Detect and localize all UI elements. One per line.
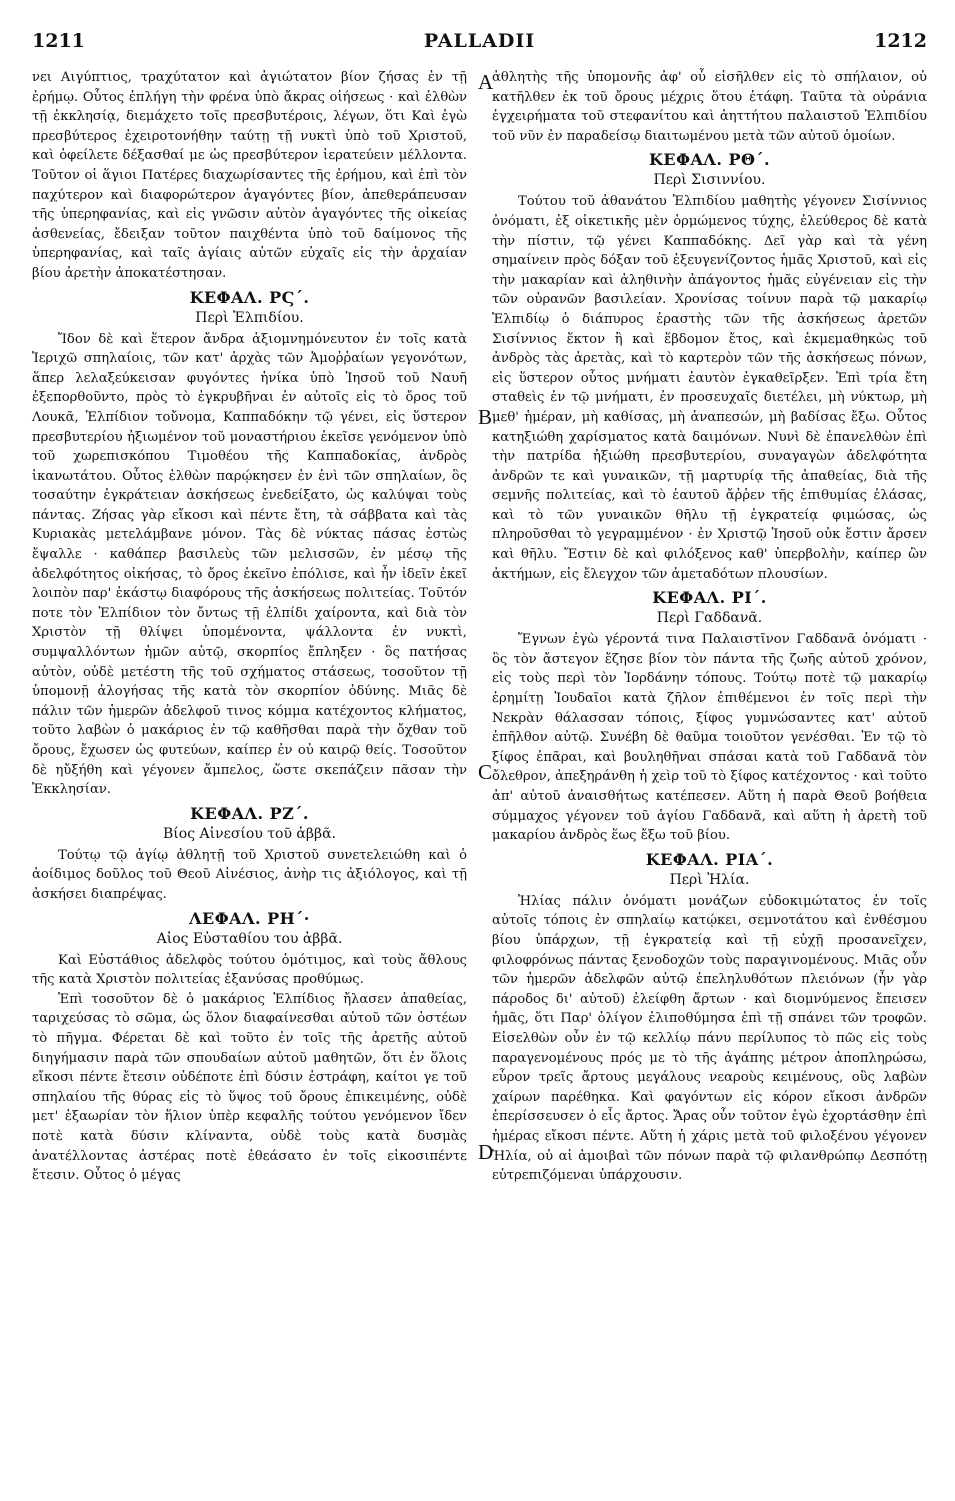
chapter-heading: ΚΕΦΑΛ. ΡΙ΄. [652,588,767,608]
chapter-heading: ΚΕΦΑΛ. ΡΘ΄. [648,150,771,170]
chapter-subtitle: Περὶ Σισιννίου. [653,172,766,189]
page-header [32,26,927,56]
paragraph: Ἴδον δὲ καὶ ἕτερον ἄνδρα ἀξιομνημόνευτον ἐν τοῖς κατὰ Ἱεριχῶ σπηλαίοις, τῶν κατ' ἀρχὰς τῶν Ἀμοῤῥαίων γεγονότων, ἅπερ λελαξεύκεισαν φυγόντες ἡνίκα ὑπὸ Ἰησοῦ τοῦ Ναυῆ ἐξεπορθοῦντο, πρὸς τὸ ἐγκρυβῆναι ἐν αὐτοῖς εἰς τὸ ὄρος τοῦ Λουκᾶ, Ἐλπίδιον τοὔνομα, Καππαδόκην τῷ γένει, εἰς ὕστερον πρεσβυτερίου ἠξιωμένον τοῦ μοναστήριου ἐκεῖσε γενόμενον ὑπὸ τοῦ χωρεπισκόπου Τιμοθέου τῆς Καππαδοκίας, ἀνδρὸς ἱκανωτάτου. Οὗτος ἐλθὼν παρῴκησεν ἐν ἑνὶ τῶν σπηλαίων, ὃς τοσαύτην ἐγκράτειαν ἀσκήσεως ἐνεδείξατο, ὡς καλύψαι τοὺς πάντας. Ζήσας γὰρ εἴκοσι καὶ πέντε ἔτη, τὰ σάββατα καὶ τὰς Κυριακὰς μετελάμβανε μόνον. Τὰς δὲ νύκτας πάσας ἑστὼς ἔψαλλε · καθάπερ βασιλεὺς τῶν μελισσῶν, ἐν μέσῳ τῆς ἀδελφότητος οἰκήσας, τὸ ὄρος ἐκεῖνο ἐπόλισε, καὶ ἦν ἰδεῖν ἐκεῖ λοιπὸν παρ' ἑκάστῳ διαφόρους τῆς ἀσκήσεως πολιτείας. Τοῦτόν ποτε τὸν Ἐλπίδιον τὸν ὄντως τῇ ἐλπίδι χαίροντα, καὶ διὰ τὸν Χριστὸν τῇ θλίψει ὑπομένοντα, ψάλλοντα ἐν νυκτὶ, συμψαλλόντων ἡμῶν αὐτῷ, σκορπίος ἔπληξεν · ὃς πατήσας αὐτὸν, οὐδὲ μετέστη τῆς τοῦ σχήματος στάσεως, τοσοῦτον τῇ ὑπομονῇ ἀλογήσας τῆς κατὰ τὸν σκορπίον ὀδύνης. Μιᾶς δὲ πάλιν τῶν ἡμερῶν ἀδελφοῦ τινος κόμμα κατέχοντος κλήματος, τοῦτο λαβὼν ὁ μακάριος ἐν τῷ καθῆσθαι παρὰ τὴν ὄχθαν τοῦ ὄρους, ἔχωσεν ὡς φυτεύων, καίπερ ἐν οὐ καιρῷ θείς. Τοσοῦτον δὲ ηὔξήθη καὶ γέγονεν ἄμπελος, ὥστε σκεπάζειν πᾶσαν τὴν Ἐκκλησίαν. [32,331,467,798]
chapter-subtitle: Περὶ Ἠλία. [669,871,750,888]
chapter-heading: ΛΕΦΑΛ. ΡΗ΄· [189,908,310,928]
right-column [492,68,927,1186]
paragraph: ἀθλητὴς τῆς ὑπομονῆς ἀφ' οὗ εἰσῆλθεν εἰς τὸ σπήλαιον, οὐ κατῆλθεν ἐκ τοῦ ὄρους μέχρις ὅτου ἐτάφη. Ταῦτα τὰ οὐράνια ἐγχειρήματα τοῦ στεφανίτου καὶ ἀηττήτου παλαιστοῦ Ἐλπιδίου τοῦ νῦν ἐν παραδείσῳ διαιτωμένου μετὰ τῶν αὐτοῦ ὁμοίων. [492,70,927,144]
two-column-body [32,68,927,1186]
chapter-subtitle: Περὶ Ἐλπιδίου. [195,309,304,326]
margin-marker-a: A [478,70,494,94]
chapter-heading: ΚΕΦΑΛ. ΡΙΑ΄. [645,849,774,869]
chapter-heading: ΚΕΦΑΛ. ΡΖ΄. [190,803,309,823]
margin-marker-d: D [478,1140,494,1164]
chapter-subtitle: Βίος Αἰνεσίου τοῦ ἀββᾶ. [163,825,336,842]
paragraph: νει Αιγύπτιος, τραχύτατον καὶ ἀγιώτατον βίον ζήσας ἐν τῇ ἐρήμῳ. Οὗτος ἐπλήγη τὴν φρένα ὑπὸ ἄκρας οἰήσεως · καὶ ἐλθὼν τῇ ἐκκλησίᾳ, διεμάχετο τοῖς πρεσβυτέροις, λέγων, ὅτι Καὶ ἐγὼ πρεσβύτερος ἐχειροτονήθην ταύτῃ τῇ νυκτὶ ὑπὸ τοῦ Χριστοῦ, καὶ ὀφείλετε δέξασθαί με ὡς πρεσβύτερον ἱερατεύειν μέλλοντα. Τοῦτον οἱ ἅγιοι Πατέρες διαχωρίσαντες τῆς ἐρήμου, καὶ ἐπὶ τὸν παχύτερον καὶ διαφορώτερον ἀγαγόντες βίον, ἀπεθεράπευσαν τῆς ὑπερηφανίας, καὶ εἰς γνῶσιν αὐτὸν ἀγαγόντες τῆς οἰκείας ἀσθενείας, ἔδειξαν τοῦτον παιχθέντα ὑπὸ τοῦ δαίμονος τῆς ὑπερηφανίας, καὶ ταῖς ἁγίαις αὐτῶν εὐχαῖς εἰς τὴν ἀρχαίαν βίου ἀρετὴν ἀποκατέστησαν. [32,70,467,281]
running-title: PALLADII [423,30,536,52]
paragraph: Καὶ Εὐστάθιος ἀδελφὸς τούτου ὁμότιμος, καὶ τοὺς ἄθλους τῆς κατὰ Χριστὸν πολιτείας ἐξανύσας προθύμως. [32,952,467,988]
chapter-heading: ΚΕΦΑΛ. ΡϚ΄. [189,287,310,307]
paragraph: Ἐπὶ τοσοῦτον δὲ ὁ μακάριος Ἐλπίδιος ἤλασεν ἀπαθείας, ταριχεύσας τὸ σῶμα, ὡς ὅλον διαφαίνεσθαι αὐτοῦ τῶν ὀστέων τὸ πῆγμα. Φέρεται δὲ καὶ τοῦτο ἐν τοῖς τῆς ἀρετῆς αὐτοῦ διηγήμασιν παρὰ τῶν σπουδαίων αὐτοῦ μαθητῶν, ὅτι ἐν ὅλοις εἴκοσι πέντε ἔτεσιν οὐδέποτε ἐπὶ δύσιν ἐστράφη, καίτοι γε τοῦ σπηλαίου τῆς θύρας εἰς τὸ ὕψος τοῦ ὄρους ἐπικειμένης, οὐδὲ μετ' ἑξαωρίαν τὸν ἥλιον ὑπὲρ κεφαλῆς τούτου γενόμενον ἴδεν ποτὲ κατὰ δύσιν κλίναντα, οὐδὲ τοὺς κατὰ δυσμὰς ἀνατέλλοντας ἀστέρας ποτὲ ἐθεάσατο ἐν τοῖς εἰκοσιπέντε ἔτεσιν. Οὗτος ὁ μέγας [32,991,467,1184]
left-column [32,68,467,1186]
left-column-number: 1211 [32,30,85,52]
paragraph: Ἔγνων ἐγὼ γέροντά τινα Παλαιστῖνον Γαδδανᾶ ὀνόματι · ὃς τὸν ἄστεγον ἔζησε βίον τὸν πάντα τῆς ζωῆς αὐτοῦ χρόνον, εἰς τοὺς περὶ τὸν Ἰορδάνην τόπους. Τούτῳ ποτὲ τῷ μακαρίῳ ἐρημίτῃ Ἰουδαῖοι κατὰ ζῆλον ἐπιθέμενοι ἐν τοῖς περὶ τὴν Νεκρὰν θάλασσαν τόποις, ξίφος γυμνώσαντες κατ' αὐτοῦ ἐπῆλθον αὐτῷ. Συνέβη δὲ θαῦμα τοιοῦτον γενέσθαι. Ἐν τῷ τὸ ξίφος ἐπᾶραι, καὶ βουληθῆναι σπάσαι κατὰ τοῦ Γαδδανᾶ τὸν ὄλεθρον, ἀπεξηράνθη ἡ χεὶρ τοῦ τὸ ξίφος κατέχοντος · καὶ τοῦτο ἀπ' αὐτοῦ ἀναισθήτως κατέπεσεν. Αὕτη ἡ παρὰ Θεοῦ βοήθεια σύμμαχος γέγονεν τοῦ ἁγίου Γαδδανᾶ, καὶ αὕτη ἡ ἀρετὴ τοῦ μακαρίου ἀνδρὸς ἕως ἔξω τοῦ βίου. [492,632,927,844]
paragraph: Ἠλίας πάλιν ὀνόματι μονάζων εὐδοκιμώτατος ἐν τοῖς αὐτοῖς τόποις ἐν σπηλαίῳ κατῴκει, σεμνοτάτου καὶ ἐνθέσμου βίου ὑπάρχων, τῇ ἐγκρατείᾳ καὶ τῇ εὐχῇ προσανεῖχεν, φιλοφρόνως πάντας ξενοδοχῶν τοὺς παραγινομένους. Μιᾶς οὖν τῶν ἡμερῶν ἀδελφῶν αὐτῷ ἐπεληλυθότων πλειόνων (ἦν γὰρ πάροδος δι' αὐτοῦ) ἐλείφθη ἄρτων · καὶ διομνύμενος ἔπεισεν ἡμᾶς, ὅτι Παρ' ὀλίγον ἐλιποθύμησα ἐπὶ τῇ σπάνει τῶν τροφῶν. Εἰσελθὼν οὖν ἐν τῷ κελλίῳ πάνυ περίλυπος τὸ πῶς εἰς τοὺς παραγενομένους πρός με τὸ τῆς ἀγάπης μέτρον ἀποπληρώσω, εὗρον τρεῖς ἄρτους μεγάλους νεαροὺς κειμένους, οὓς λαβὼν χαίρων παρέθηκα. Καὶ φαγόντων εἰς κόρον εἴκοσι ἀνδρῶν ἐπερίσσευσεν ὁ εἷς ἄρτος. Ἄρας οὖν τοῦτον ἐγὼ ἐχορτάσθην ἐπὶ ἡμέρας εἴκοσι πέντε. Αὕτη ἡ χάρις μετὰ τοῦ φιλοξένου γέγονεν Ἠλία, οὐ αἱ ἀμοιβαὶ τῶν πόνων παρὰ τῷ φιλανθρώπῳ Δεσπότῃ εὐτρεπιζόμεναι ὑπάρχουσιν. [492,893,927,1184]
right-column-number: 1212 [874,30,927,52]
chapter-subtitle: Περὶ Γαδδανᾶ. [656,610,763,627]
paragraph: Τούτῳ τῷ ἁγίῳ ἀθλητῇ τοῦ Χριστοῦ συνετελειώθη καὶ ὁ ἀοίδιμος δοῦλος τοῦ Θεοῦ Αἰνέσιος, ἀνὴρ τις ἀξιόλογος, καὶ τῇ ἀσκήσει διαπρέψας. [32,847,467,902]
margin-marker-b: B [478,405,493,429]
chapter-subtitle: Αἰος Εὐσταθίου του ἀββᾶ. [156,930,343,947]
margin-marker-c: C [478,760,493,784]
paragraph: Τούτου τοῦ ἀθανάτου Ἐλπιδίου μαθητὴς γέγονεν Σισίννιος ὀνόματι, ἐξ οἰκετικῆς μὲν ὁρμώμενος τύχης, ἐλεύθερος δὲ κατὰ τὴν πίστιν, τῷ γένει Καππαδόκης. Δεῖ γὰρ καὶ τὰ γένη σημαίνειν πρὸς δόξαν τοῦ ἐξευγενίζοντος ἡμᾶς Χριστοῦ, καὶ εἰς τὴν μακαρίαν καὶ ἀληθινὴν ἀπάγοντος ἡμᾶς εὐγένειαν εἰς τὴν τῶν οὐρανῶν βασιλείαν. Χρονίσας τοίνυν παρὰ τῷ μακαρίῳ Ἐλπιδίῳ ὁ διάπυρος ἐραστὴς τῶν τῆς ἀσκήσεως ἀρετῶν Σισίννιος ἕκτον ἢ καὶ ἕβδομον ἔτος, καὶ ἐκμεμαθηκὼς τοῦ ἀνδρὸς τὰς ἀρετὰς, καὶ τὸ καρτερὸν τῶν τῆς ἀσκήσεως πόνων, εἰς ὕστερον οὗτος μνήματι ἑαυτὸν ἐγκαθεῖρξεν. Ἐπὶ τρία ἔτη σταθεὶς ἐν τῷ μνήματι, ἐν προσευχαῖς διετέλει, μὴ νύκτωρ, μὴ μεθ' ἡμέραν, μὴ καθίσας, μὴ ἀναπεσών, μὴ βαδίσας ἔξω. Οὗτος κατηξιώθη χαρίσματος κατὰ δαιμόνων. Νυνὶ δὲ ἐπανελθὼν ἐπὶ τὴν πατρίδα ἠξιώθη πρεσβυτερίου, συναγαγὼν ἀδελφότητα ἀνδρῶν τε καὶ γυναικῶν, τῇ μαρτυρίᾳ τῆς ἀπαθείας, διὰ τῆς σεμνῆς πολιτείας, καὶ τὸ ἑαυτοῦ ἄῤῥεν τῆς ἐπιθυμίας ἐλάσας, καὶ τὸ τῶν γυναικῶν θῆλυ τῇ ἐγκρατείᾳ φιμώσας, ὡς πληροῦσθαι τὸ γεγραμμένον · ἐν Χριστῷ Ἰησοῦ οὐκ ἔστιν ἄρσεν καὶ θῆλυ. Ἔστιν δὲ καὶ φιλόξενος καθ' ὑπερβολὴν, καίπερ ὢν ἀκτήμων, εἰς ἔλεγχον τῶν ἀμεταδότων πλουσίων. [492,194,927,582]
